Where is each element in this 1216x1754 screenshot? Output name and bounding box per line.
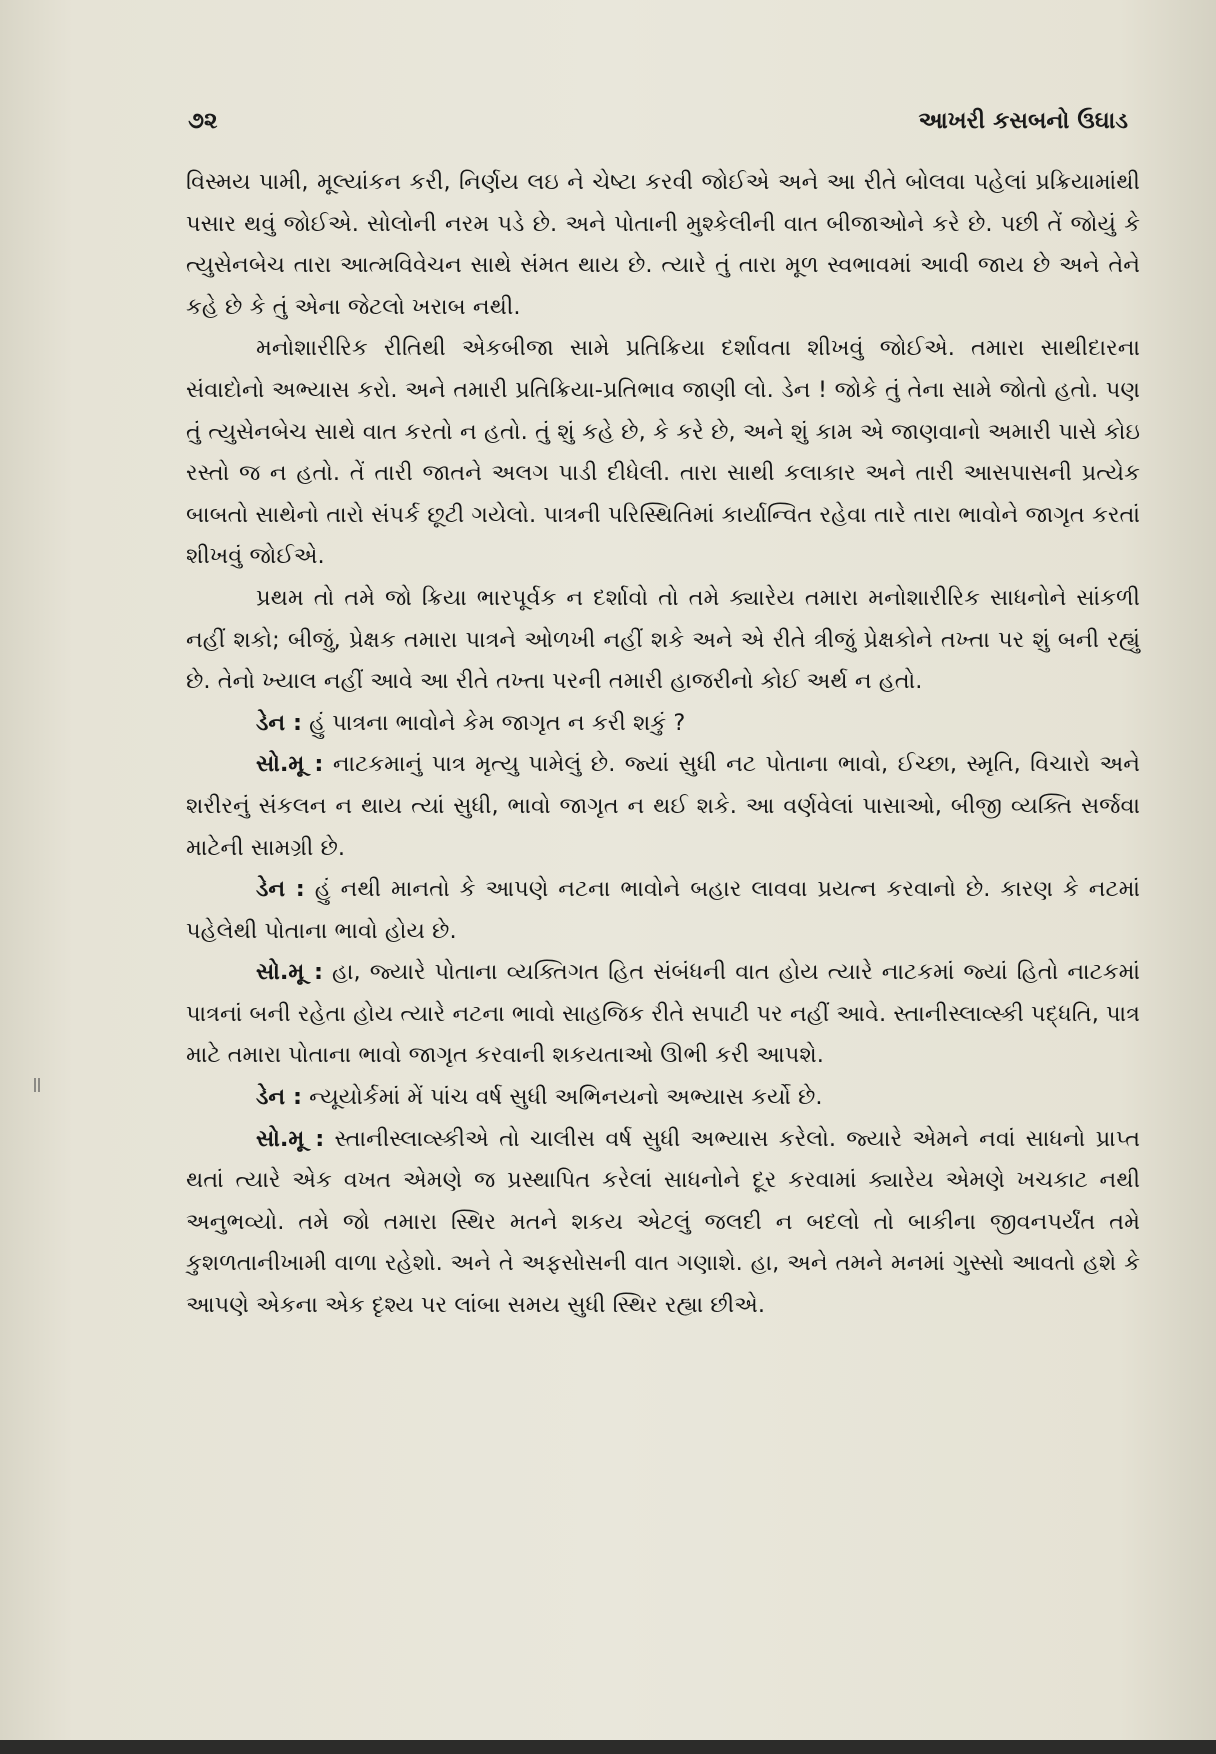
margin-mark xyxy=(34,1078,40,1092)
paragraph xyxy=(186,328,1140,578)
page-header xyxy=(188,108,1128,144)
dialogue-speaker: સો.મૂ : xyxy=(256,751,324,778)
dialogue-text: નાટકમાનું પાત્ર મૃત્યુ પામેલું છે. જ્યાં સુધી નટ પોતાના ભાવો, ઈચ્છા, સ્મૃતિ, વિચારો અને શરીરનું સંકલન ન થાય ત્યાં સુધી, ભાવો જાગૃત ન થઈ શકે. આ વર્ણવેલાં પાસાઓ, બીજી વ્યક્તિ સર્જવા માટેની સામગ્રી છે. xyxy=(186,751,1140,861)
dialogue-text: હું નથી માનતો કે આપણે નટના ભાવોને બહાર લાવવા પ્રયત્ન કરવાનો છે. કારણ કે નટમાં પહેલેથી પોતાના ભાવો હોય છે. xyxy=(186,876,1141,944)
dialogue-speaker: સો.મૂ : xyxy=(256,1125,325,1152)
body-text xyxy=(186,162,1140,1327)
dialogue-line xyxy=(186,1119,1140,1327)
dialogue-text: હા, જ્યારે પોતાના વ્યક્તિગત હિત સંબંધની વાત હોય ત્યારે નાટકમાં જ્યાં હિતો નાટકમાં પાત્રનાં બની રહેતા હોય ત્યારે નટના ભાવો સાહજિક રીતે સપાટી પર નહીં આવે. સ્તાનીસ્લાવ્સ્કી પદ્ધતિ, પાત્ર માટે તમારા પોતાના ભાવો જાગૃત કરવાની શકયતાઓ ઊભી કરી આપશે. xyxy=(186,959,1140,1069)
dialogue-text: સ્તાનીસ્લાવ્સ્કીએ તો ચાલીસ વર્ષ સુધી અભ્યાસ કરેલો. જ્યારે એમને નવાં સાધનો પ્રાપ્ત થતાં ત્યારે એક વખત એમણે જ પ્રસ્થાપિત કરેલાં સાધનોને દૂર કરવામાં ક્યારેય એમણે ખચકાટ નથી અનુભવ્યો. તમે જો તમારા સ્થિર મતને શકય એટલું જલદી ન બદલો તો બાકીના જીવનપર્યંત તમે કુશળતાનીખામી વાળા રહેશો. અને તે અફસોસની વાત ગણાશે. હા, અને તમને મનમાં ગુસ્સો આવતો હશે કે આપણે એકના એક દૃશ્ય પર લાંબા સમય સુધી સ્થિર રહ્યા છીએ. xyxy=(186,1125,1140,1319)
dialogue-line xyxy=(186,703,1140,745)
dialogue-line xyxy=(186,952,1140,1077)
dialogue-text: ન્યૂયોર્કમાં મેં પાંચ વર્ષ સુધી અભિનયનો અભ્યાસ કર્યો છે. xyxy=(309,1084,823,1111)
dialogue-line xyxy=(186,744,1140,869)
running-title: આખરી કસબનો ઉઘાડ xyxy=(918,108,1128,134)
paragraph xyxy=(186,578,1140,703)
dialogue-line xyxy=(186,869,1140,952)
dialogue-speaker: ડેન : xyxy=(256,876,305,903)
dialogue-speaker: ડેન : xyxy=(256,1084,302,1111)
paragraph-text: મનોશારીરિક રીતિથી એકબીજા સામે પ્રતિક્રિયા દર્શાવતા શીખવું જોઈએ. તમારા સાથીદારના સંવાદોનો અભ્યાસ કરો. અને તમારી પ્રતિક્રિયા-પ્રતિભાવ જાણી લો. ડેન ! જોકે તું તેના સામે જોતો હતો. પણ તું ત્યુસેનબેચ સાથે વાત કરતો ન હતો. તું શું કહે છે, કે કરે છે, અને શું કામ એ જાણવાનો અમારી પાસે કોઇ રસ્તો જ ન હતો. તેં તારી જાતને અલગ પાડી દીધેલી. તારા સાથી કલાકાર અને તારી આસપાસની પ્રત્યેક બાબતો સાથેનો તારો સંપર્ક છૂટી ગયેલો. પાત્રની પરિસ્થિતિમાં કાર્યાન્વિત રહેવા તારે તારા ભાવોને જાગૃત કરતાં શીખવું જોઈએ. xyxy=(186,335,1140,570)
paragraph-text: વિસ્મય પામી, મૂલ્યાંકન કરી, નિર્ણય લઇ ને ચેષ્ટા કરવી જોઈએ અને આ રીતે બોલવા પહેલાં પ્રક્રિયામાંથી પસાર થવું જોઈએ. સોલોની નરમ પડે છે. અને પોતાની મુશ્કેલીની વાત બીજાઓને કરે છે. પછી તેં જોયું કે ત્યુસેનબેચ તારા આત્મવિવેચન સાથે સંમત થાય છે. ત્યારે તું તારા મૂળ સ્વભાવમાં આવી જાય છે અને તેને કહે છે કે તું એના જેટલો ખરાબ નથી. xyxy=(186,169,1140,320)
dialogue-speaker: ડેન : xyxy=(256,709,302,736)
dialogue-speaker: સો.મૂ : xyxy=(256,959,323,986)
page-number: ૭૨ xyxy=(188,108,218,134)
page-bottom-edge xyxy=(0,1740,1216,1754)
dialogue-line xyxy=(186,1077,1140,1119)
dialogue-text: હું પાત્રના ભાવોને કેમ જાગૃત ન કરી શકું ? xyxy=(309,709,686,736)
paragraph-text: પ્રથમ તો તમે જો ક્રિયા ભારપૂર્વક ન દર્શાવો તો તમે ક્યારેય તમારા મનોશારીરિક સાધનોને સાંકળી નહીં શકો; બીજું, પ્રેક્ષક તમારા પાત્રને ઓળખી નહીં શકે અને એ રીતે ત્રીજું પ્રેક્ષકોને તખ્તા પર શું બની રહ્યું છે. તેનો ખ્યાલ નહીં આવે આ રીતે તખ્તા પરની તમારી હાજરીનો કોઈ અર્થ ન હતો. xyxy=(186,584,1140,695)
paragraph xyxy=(186,162,1140,328)
